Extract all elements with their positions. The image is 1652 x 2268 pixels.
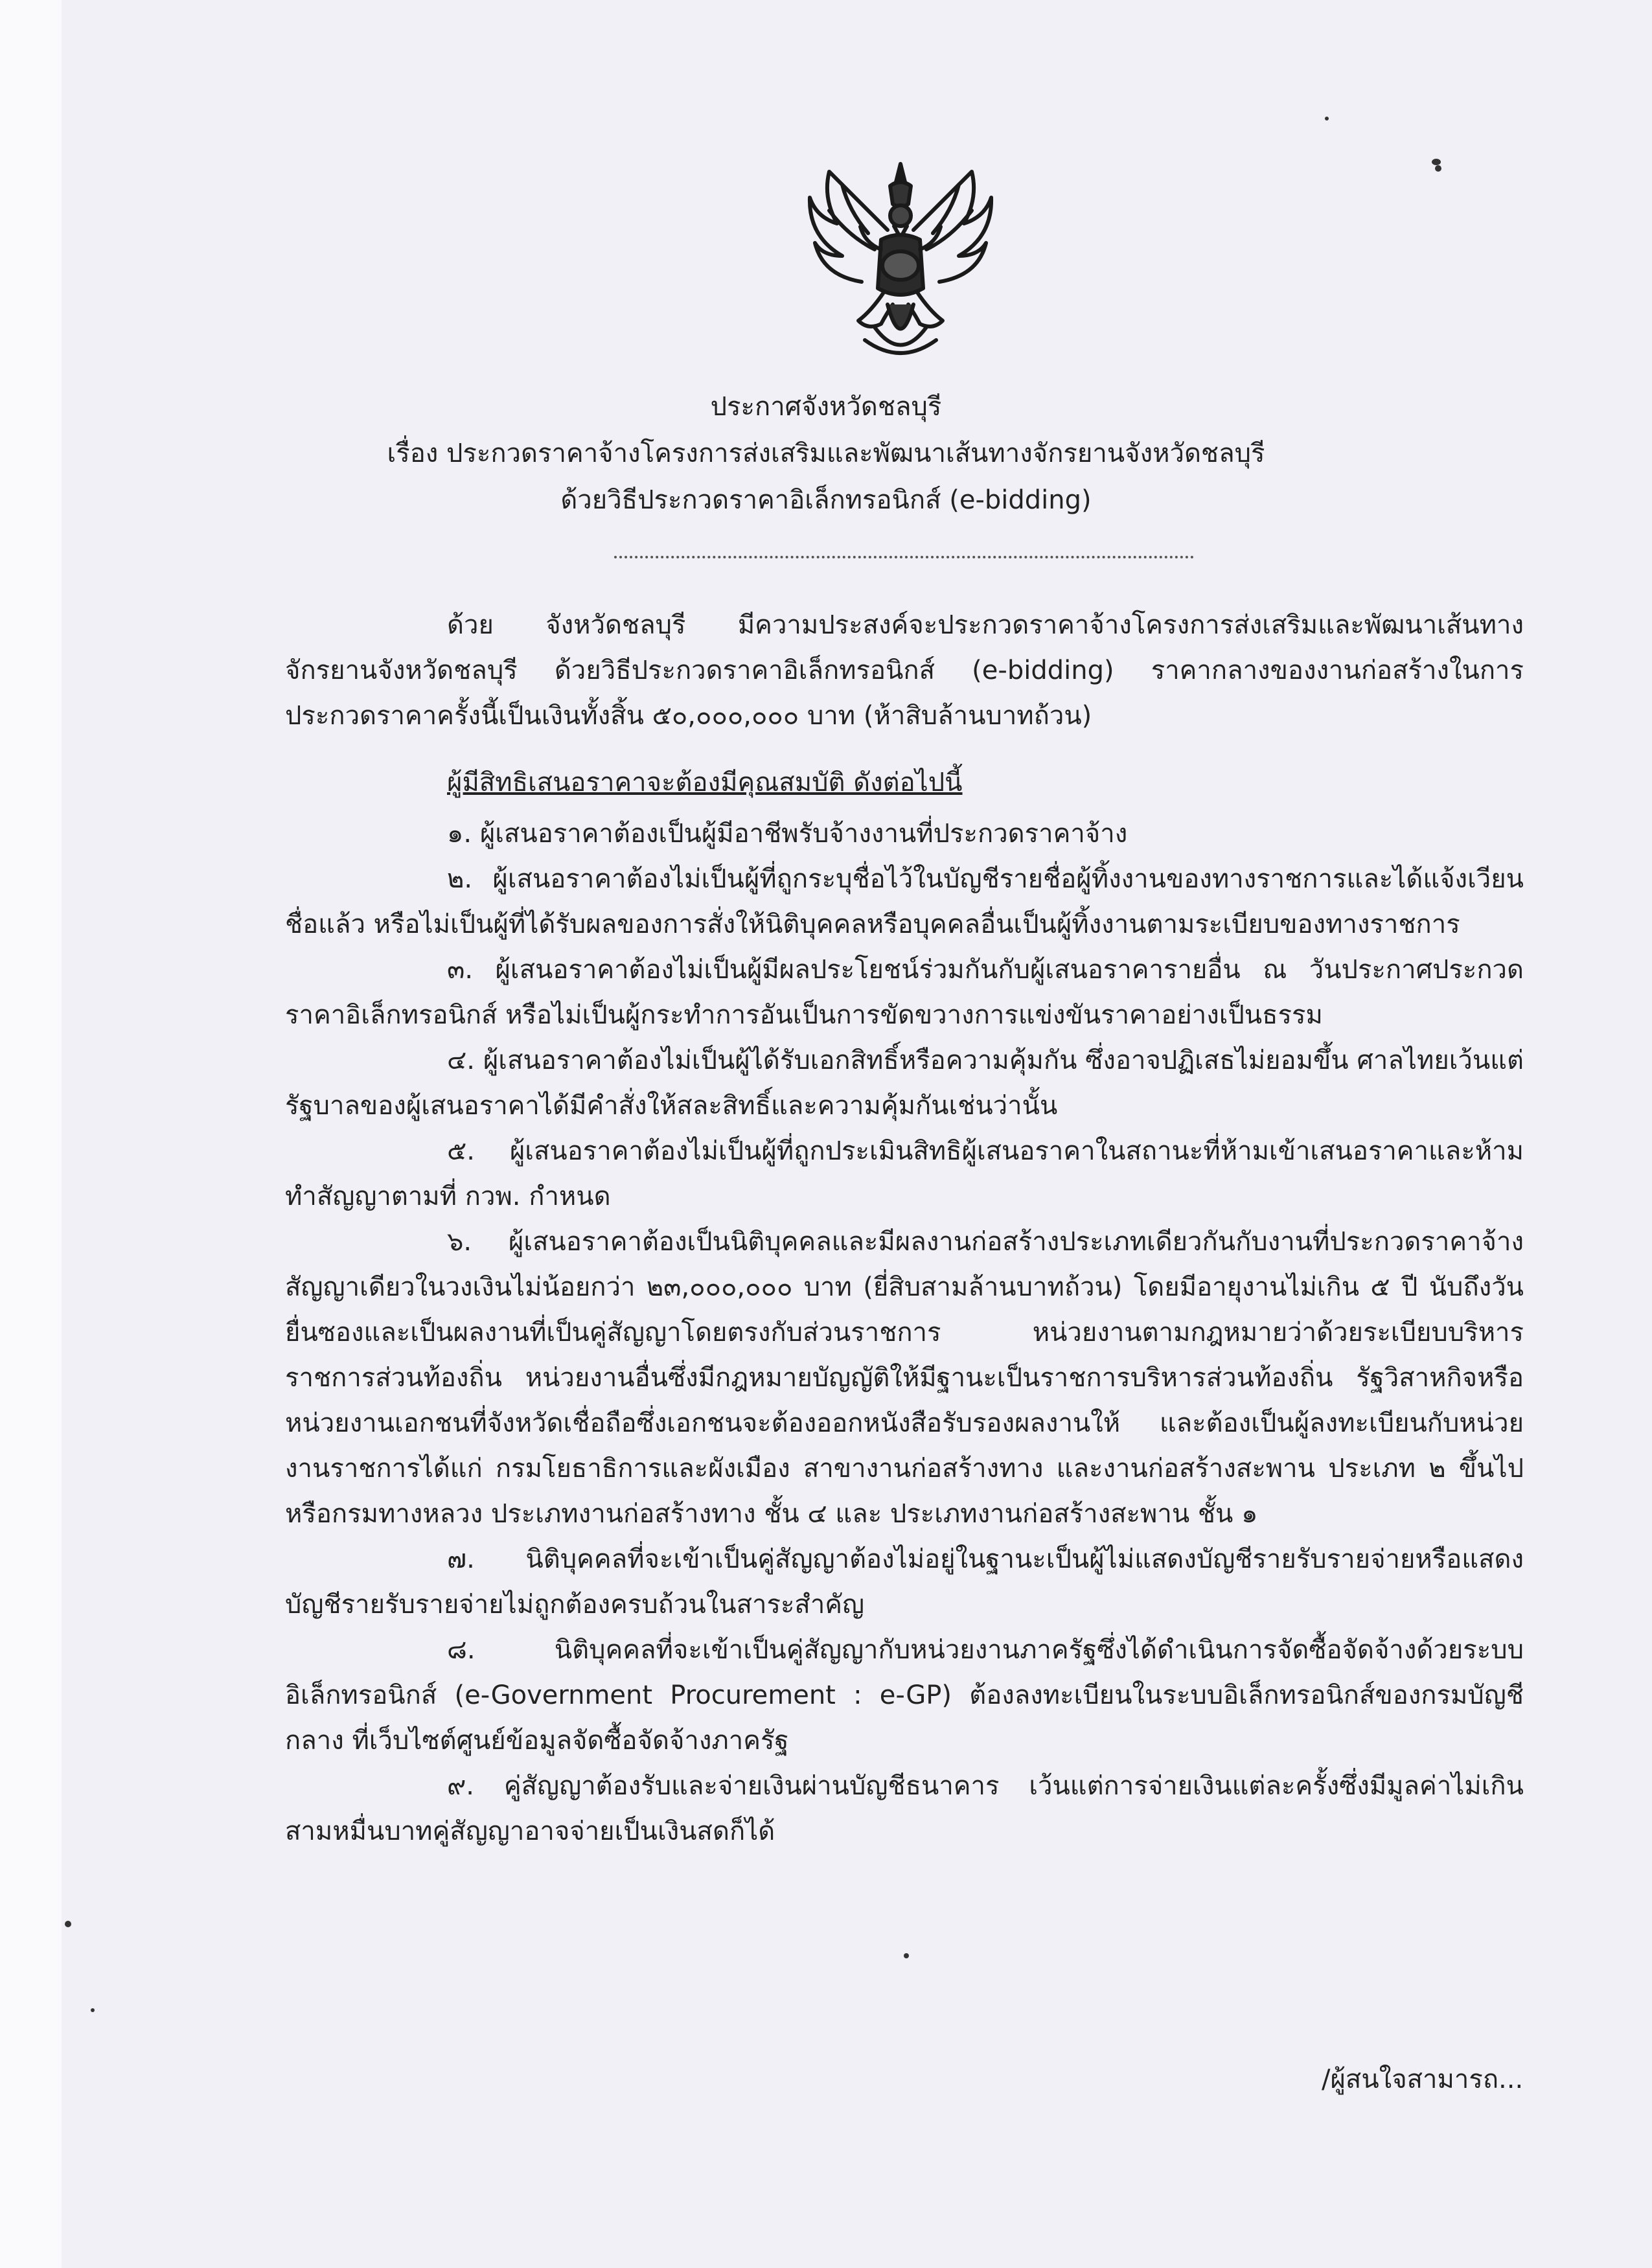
intro-paragraph: ด้วย จังหวัดชลบุรี มีความประสงค์จะประกวดราคาจ้างโครงการส่งเสริมและพัฒนาเส้นทางจักรยานจังหวัดชลบุรี ด้วยวิธีประกวดราคาอิเล็กทรอนิกส์ (e-bidding) ราคากลางของงานก่อสร้างในการประกวดราคาครั้งนี้เป็นเงินทั้งสิ้น ๕๐,๐๐๐,๐๐๐ บาท (ห้าสิบล้านบาทถ้วน) bbox=[285, 610, 1524, 731]
scan-speck bbox=[1325, 117, 1329, 120]
continuation-note: /ผู้สนใจสามารถ... bbox=[1322, 2065, 1524, 2094]
scan-speck bbox=[1435, 165, 1441, 172]
qualification-item-7: ๗. นิติบุคคลที่จะเข้าเป็นคู่สัญญาต้องไม่อยู่ในฐานะเป็นผู้ไม่แสดงบัญชีรายรับรายจ่ายหรือแสดงบัญชีรายรับรายจ่ายไม่ถูกต้องครบถ้วนในสาระสำคัญ bbox=[285, 1544, 1524, 1620]
qualification-item-5: ๕. ผู้เสนอราคาต้องไม่เป็นผู้ที่ถูกประเมินสิทธิผู้เสนอราคาในสถานะที่ห้ามเข้าเสนอราคาและห้ามทำสัญญาตามที่ กวพ. กำหนด bbox=[285, 1136, 1524, 1211]
qualification-item-3: ๓. ผู้เสนอราคาต้องไม่เป็นผู้มีผลประโยชน์ร่วมกันกับผู้เสนอราคารายอื่น ณ วันประกาศประกวดราคาอิเล็กทรอนิกส์ หรือไม่เป็นผู้กระทำการอันเป็นการขัดขวางการแข่งขันราคาอย่างเป็นธรรม bbox=[285, 955, 1524, 1030]
garuda-emblem-icon bbox=[803, 159, 998, 366]
qualification-item-2: ๒. ผู้เสนอราคาต้องไม่เป็นผู้ที่ถูกระบุชื่อไว้ในบัญชีรายชื่อผู้ทิ้งงานของทางราชการและได้แจ้งเวียนชื่อแล้ว หรือไม่เป็นผู้ที่ได้รับผลของการสั่งให้นิติบุคคลหรือบุคคลอื่นเป็นผู้ทิ้งงานตามระเบียบของทางราชการ bbox=[285, 864, 1524, 939]
scan-speck bbox=[904, 1953, 909, 1958]
announcement-header bbox=[0, 384, 1652, 523]
qualification-item-9: ๙. คู่สัญญาต้องรับและจ่ายเงินผ่านบัญชีธนาคาร เว้นแต่การจ่ายเงินแต่ละครั้งซึ่งมีมูลค่าไม่เกินสามหมื่นบาทคู่สัญญาอาจจ่ายเป็นเงินสดก็ได้ bbox=[285, 1771, 1524, 1846]
scan-speck bbox=[91, 2008, 95, 2012]
header-divider bbox=[614, 556, 1194, 561]
announcement-subject: เรื่อง ประกวดราคาจ้างโครงการส่งเสริมและพัฒนาเส้นทางจักรยานจังหวัดชลบุรี bbox=[387, 439, 1265, 468]
announcement-method: ด้วยวิธีประกวดราคาอิเล็กทรอนิกส์ (e-bidding) bbox=[560, 485, 1092, 515]
qualification-item-1: ๑. ผู้เสนอราคาต้องเป็นผู้มีอาชีพรับจ้างงานที่ประกวดราคาจ้าง bbox=[447, 819, 1128, 849]
scan-speck bbox=[65, 1921, 71, 1927]
qualifications-heading: ผู้มีสิทธิเสนอราคาจะต้องมีคุณสมบัติ ดังต่อไปนี้ bbox=[447, 768, 963, 797]
page-margin bbox=[0, 0, 62, 2268]
intro-section bbox=[285, 602, 1524, 739]
announcement-title: ประกาศจังหวัดชลบุรี bbox=[710, 392, 942, 422]
qualification-item-8: ๘. นิติบุคคลที่จะเข้าเป็นคู่สัญญากับหน่วยงานภาครัฐซึ่งได้ดำเนินการจัดซื้อจัดจ้างด้วยระบบอิเล็กทรอนิกส์ (e-Government Procurement : e-GP) ต้องลงทะเบียนในระบบอิเล็กทรอนิกส์ของกรมบัญชีกลาง ที่เว็บไซต์ศูนย์ข้อมูลจัดซื้อจัดจ้างภาครัฐ bbox=[285, 1635, 1524, 1756]
qualification-item-4: ๔. ผู้เสนอราคาต้องไม่เป็นผู้ได้รับเอกสิทธิ์หรือความคุ้มกัน ซึ่งอาจปฏิเสธไม่ยอมขึ้น ศาลไทยเว้นแต่รัฐบาลของผู้เสนอราคาได้มีคำสั่งให้สละสิทธิ์และความคุ้มกันเช่นว่านั้น bbox=[285, 1046, 1524, 1121]
qualification-item-6: ๖. ผู้เสนอราคาต้องเป็นนิติบุคคลและมีผลงานก่อสร้างประเภทเดียวกันกับงานที่ประกวดราคาจ้างสัญญาเดียวในวงเงินไม่น้อยกว่า ๒๓,๐๐๐,๐๐๐ บาท (ยี่สิบสามล้านบาทถ้วน) โดยมีอายุงานไม่เกิน ๕ ปี นับถึงวันยื่นซองและเป็นผลงานที่เป็นคู่สัญญาโดยตรงกับส่วนราชการ หน่วยงานตามกฎหมายว่าด้วยระเบียบบริหารราชการส่วนท้องถิ่น หน่วยงานอื่นซึ่งมีกฎหมายบัญญัติให้มีฐานะเป็นราชการบริหารส่วนท้องถิ่น รัฐวิสาหกิจหรือหน่วยงานเอกชนที่จังหวัดเชื่อถือซึ่งเอกชนจะต้องออกหนังสือรับรองผลงานให้ และต้องเป็นผู้ลงทะเบียนกับหน่วยงานราชการได้แก่ กรมโยธาธิการและผังเมือง สาขางานก่อสร้างทาง และงานก่อสร้างสะพาน ประเภท ๒ ขึ้นไป หรือกรมทางหลวง ประเภทงานก่อสร้างทาง ชั้น ๔ และ ประเภทงานก่อสร้างสะพาน ชั้น ๑ bbox=[285, 1227, 1524, 1529]
qualifications-list bbox=[285, 811, 1524, 1854]
scan-speck bbox=[1432, 159, 1441, 165]
